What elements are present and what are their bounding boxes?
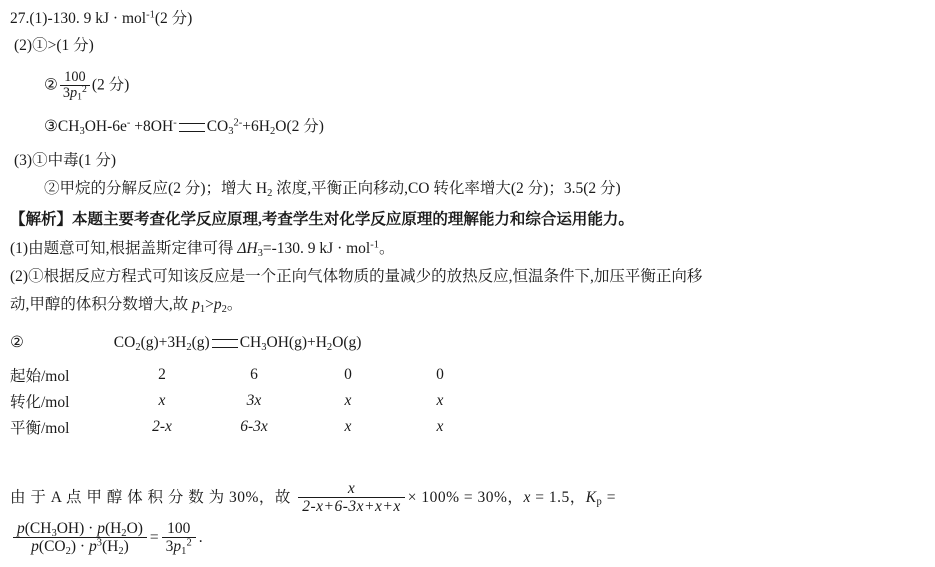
analysis-heading-line — [10, 211, 634, 228]
equation-left: $CO_2(g)+3H_2(g)$ — [113, 334, 210, 353]
initial-h2o: 0 — [436, 366, 444, 383]
score-5: (1 分) — [78, 152, 117, 169]
kp-denominator: $p(CO_2) \cdot p^3(H_2)$ — [31, 537, 129, 558]
change-ch3oh: x — [344, 392, 352, 409]
circled-3: ③ — [44, 118, 58, 135]
answer-line-2 — [14, 37, 94, 54]
ice-table-header — [10, 334, 361, 351]
kp-expression — [13, 520, 147, 556]
answer-text-6b: 增大 H — [221, 180, 268, 197]
kp-symbol: K — [585, 488, 597, 506]
kp-result-fraction — [162, 520, 196, 556]
circled-2: ② — [44, 76, 58, 94]
reaction-arrow-icon — [179, 123, 205, 133]
para2-end: 。 — [226, 296, 243, 313]
table-row — [10, 362, 486, 388]
circled-2b: ② — [44, 180, 60, 197]
mole-fraction-expression — [298, 480, 404, 516]
separator-2: ； — [548, 180, 564, 197]
score-6b: (2 分) — [510, 180, 549, 197]
conclusion-times: × 100% = 30%， — [407, 488, 524, 506]
circled-2c: ② — [10, 334, 24, 351]
delta-h-symbol: ΔH — [237, 240, 258, 257]
kp-equals: = — [602, 488, 616, 506]
kp-final-equals: = — [149, 528, 159, 546]
conclusion-line-1 — [10, 480, 616, 516]
kp-result-numerator: 100 — [162, 520, 196, 538]
p2-symbol: p — [213, 296, 222, 313]
answer-line-6 — [44, 180, 621, 197]
electrode-equation-left: $CH_3OH-6e^- +8OH^-$ — [57, 117, 177, 137]
x-value: = 1.5， — [530, 488, 586, 506]
answer-text-6b2: 浓度,平衡正向移动,CO 转化率增大 — [272, 180, 511, 197]
para1-unit-sup: -1 — [370, 239, 380, 251]
para1-unit: mol — [346, 240, 371, 257]
para1-prefix: (1)由题意可知,根据盖斯定律可得 — [10, 240, 238, 257]
circled-1b: ① — [32, 152, 48, 169]
answer-line-3 — [44, 70, 129, 102]
middle-dot: · — [112, 10, 119, 27]
conclusion-line-2 — [10, 520, 203, 556]
change-h2o: x — [436, 392, 444, 409]
answer-label-1: (1) — [29, 10, 48, 27]
score-6a: (2 分) — [168, 180, 206, 197]
electrode-equation-right: $CO_3^{2-}+6H_2O$ — [206, 117, 287, 137]
equilibrium-arrow-icon — [212, 339, 238, 349]
answer-line-5 — [14, 152, 116, 169]
para1-period: 。 — [379, 240, 395, 257]
kp-fraction — [60, 70, 90, 102]
table-row — [10, 414, 486, 440]
initial-h2: 6 — [250, 366, 258, 383]
result-variable: p — [173, 538, 182, 556]
final-period: . — [198, 528, 203, 546]
answer-value-1: -130. 9 kJ — [47, 10, 110, 27]
score-3: (2 分) — [91, 76, 130, 94]
result-superscript: 2 — [186, 537, 192, 549]
analysis-heading-text: 本题主要考查化学反应原理,考查学生对化学反应原理的理解能力和综合运用能力。 — [72, 211, 634, 228]
delta-h-subscript: 3 — [257, 247, 263, 259]
result-coefficient: 3 — [165, 538, 174, 556]
mole-fraction-numerator: x — [298, 480, 404, 498]
answer-text-6a: 甲烷的分解反应 — [59, 180, 169, 197]
ice-table — [10, 362, 486, 440]
analysis-paragraph-1 — [10, 240, 395, 257]
h2-subscript: 2 — [267, 187, 273, 199]
score-4: (2 分) — [286, 118, 324, 135]
score-6c: (2 分) — [583, 180, 621, 197]
equilibrium-co2: 2-x — [152, 418, 172, 435]
result-subscript: 1 — [181, 546, 187, 558]
para2-prefix: 动,甲醇的体积分数增大,故 — [10, 296, 193, 313]
analysis-paragraph-2-line-1: (2)①根据反应方程式可知该反应是一个正向气体物质的量减少的放热反应,恒温条件下,加压平衡正向移 — [10, 268, 703, 285]
fraction-numerator: 100 — [60, 70, 90, 86]
equation-right: $CH_3OH(g)+H_2O(g)$ — [239, 334, 362, 353]
change-co2: x — [158, 392, 166, 409]
kp-result-denominator — [162, 537, 196, 558]
kp-subscript: p — [596, 496, 603, 508]
gt-symbol: > — [205, 296, 214, 313]
row-label-equilibrium: 平衡/mol — [10, 420, 70, 437]
conclusion-prefix: 由 于 A 点 甲 醇 体 积 分 数 为 30%，故 — [10, 488, 296, 506]
analysis-paragraph-2-line-2 — [10, 296, 242, 313]
initial-ch3oh: 0 — [344, 366, 352, 383]
initial-co2: 2 — [158, 366, 166, 383]
mole-fraction-denominator: 2-x+6-3x+x+x — [302, 498, 401, 516]
row-label-change: 转化/mol — [10, 394, 70, 411]
p1-subscript: 1 — [199, 303, 206, 315]
row-label-initial: 起始/mol — [10, 368, 70, 385]
den-subscript: 1 — [77, 92, 82, 104]
answer-text-6c: 3.5 — [563, 180, 584, 197]
equilibrium-ch3oh: x — [344, 418, 352, 435]
separator-1: ； — [205, 180, 221, 197]
unit-mol: mol — [121, 10, 147, 27]
comparison-symbol: > — [47, 37, 57, 54]
score-2: (1 分) — [56, 37, 94, 54]
den-superscript: 2 — [82, 84, 87, 96]
equilibrium-h2: 6-3x — [240, 418, 268, 435]
den-coefficient: 3 — [62, 85, 71, 102]
answer-text-5: 中毒 — [47, 152, 79, 169]
answer-line-4 — [44, 118, 324, 135]
score-1: (2 分) — [154, 10, 193, 27]
x-variable: x — [523, 488, 531, 506]
unit-exponent: -1 — [146, 9, 155, 21]
equilibrium-h2o: x — [436, 418, 444, 435]
kp-numerator: $p(CH_3OH) \cdot p(H_2O)$ — [13, 520, 147, 538]
para1-equals: =-130. 9 kJ — [262, 240, 334, 257]
para1-dot: · — [337, 240, 343, 257]
den-variable: p — [70, 85, 78, 102]
fraction-denominator — [60, 84, 90, 104]
p2-subscript: 2 — [221, 303, 227, 315]
answer-label-3: (3) — [14, 152, 33, 169]
change-h2: 3x — [246, 392, 262, 409]
table-row — [10, 388, 486, 414]
question-number: 27. — [10, 10, 30, 27]
answer-line-1 — [10, 10, 192, 27]
analysis-heading-marker: 【解析】 — [10, 211, 73, 228]
circled-1: ① — [32, 37, 48, 54]
answer-label-2: (2) — [14, 37, 33, 54]
p1-symbol: p — [192, 296, 200, 313]
